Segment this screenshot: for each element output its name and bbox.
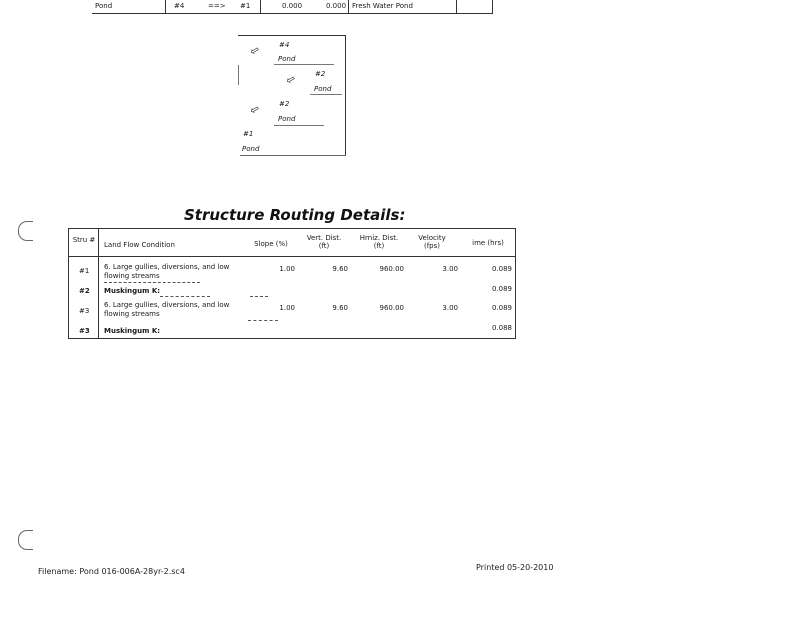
row-stru: #3: [79, 327, 90, 335]
pond-underline: [310, 94, 342, 95]
row-land-flow: Muskingum K:: [104, 327, 161, 335]
row-velocity: 3.00: [442, 304, 458, 312]
footer-printed-date: Printed 05-20-2010: [476, 563, 554, 572]
pond-id: #2: [315, 70, 326, 78]
top-row-cell: Pond: [95, 2, 113, 10]
table-border-right: [515, 228, 516, 338]
row-separator: [250, 296, 268, 297]
row-stru: #1: [79, 267, 90, 275]
top-row-cell: #4: [174, 2, 185, 10]
row-horiz-dist: 960.00: [379, 304, 404, 312]
row-vert-dist: 9.60: [332, 304, 348, 312]
pond-id: #1: [243, 130, 254, 138]
top-row-divider: [348, 0, 349, 14]
header-bottom-border: [68, 256, 516, 257]
row-stru: #3: [79, 307, 90, 315]
pond-id: #2: [279, 100, 290, 108]
top-row-divider: [456, 0, 457, 14]
row-separator: [248, 320, 278, 321]
diagram-border-left: [238, 65, 239, 85]
pond-id: #4: [279, 41, 290, 49]
table-border-left: [68, 228, 69, 338]
pond-label: Pond: [278, 55, 296, 63]
header-velocity: Velocity (fps): [418, 234, 446, 250]
top-row-divider: [165, 0, 166, 14]
row-stru: #2: [79, 287, 90, 295]
row-land-flow: Muskingum K:: [104, 287, 161, 295]
top-row-cell: Fresh Water Pond: [352, 2, 413, 10]
row-time: 0.089: [491, 285, 512, 293]
row-slope: 1.00: [279, 304, 295, 312]
row-time: 0.088: [491, 324, 512, 332]
top-row-divider: [492, 0, 493, 14]
diagram-border-right: [345, 35, 346, 155]
column-divider: [98, 228, 99, 338]
header-time: ime (hrs): [472, 239, 504, 247]
top-row-divider: [260, 0, 261, 14]
row-velocity: 3.00: [442, 265, 458, 273]
pond-label: Pond: [242, 145, 260, 153]
pond-underline: [274, 64, 334, 65]
punch-hole-mark: [18, 530, 33, 550]
flow-arrow-icon: ⇦: [247, 101, 262, 118]
row-land-flow: 6. Large gullies, diversions, and low flowing streams: [104, 263, 230, 280]
section-title: Structure Routing Details:: [184, 206, 406, 224]
row-slope: 1.00: [279, 265, 295, 273]
row-separator: [104, 282, 200, 283]
header-stru: Stru #: [72, 236, 96, 244]
row-time: 0.089: [491, 265, 512, 273]
pond-label: Pond: [278, 115, 296, 123]
header-vert-dist: Vert. Dist. (ft): [306, 234, 342, 250]
flow-arrow-icon: ⇦: [283, 71, 298, 88]
diagram-border-bottom: [240, 155, 346, 156]
header-land-flow: Land Flow Condition: [104, 241, 175, 249]
row-separator: [160, 296, 210, 297]
row-time: 0.089: [491, 304, 512, 312]
top-row-cell: #1: [240, 2, 251, 10]
footer-filename: Filename: Pond 016-006A-28yr-2.sc4: [38, 567, 185, 576]
header-slope: Slope (%): [254, 240, 288, 248]
row-horiz-dist: 960.00: [379, 265, 404, 273]
top-row-cell: 0.000: [282, 2, 303, 10]
punch-hole-mark: [18, 221, 33, 241]
top-row-bottom-border: [92, 13, 492, 14]
top-row-cell: ==>: [208, 2, 226, 10]
pond-label: Pond: [314, 85, 332, 93]
flow-arrow-icon: ⇦: [247, 42, 262, 59]
header-horiz-dist: Hrniz. Dist. (ft): [359, 234, 399, 250]
top-row-cell: 0.000: [326, 2, 347, 10]
row-vert-dist: 9.60: [332, 265, 348, 273]
pond-underline: [274, 125, 324, 126]
table-border-bottom: [68, 338, 516, 339]
diagram-border-top: [238, 35, 346, 36]
row-land-flow: 6. Large gullies, diversions, and low flowing streams: [104, 301, 230, 318]
table-border-top: [68, 228, 516, 229]
